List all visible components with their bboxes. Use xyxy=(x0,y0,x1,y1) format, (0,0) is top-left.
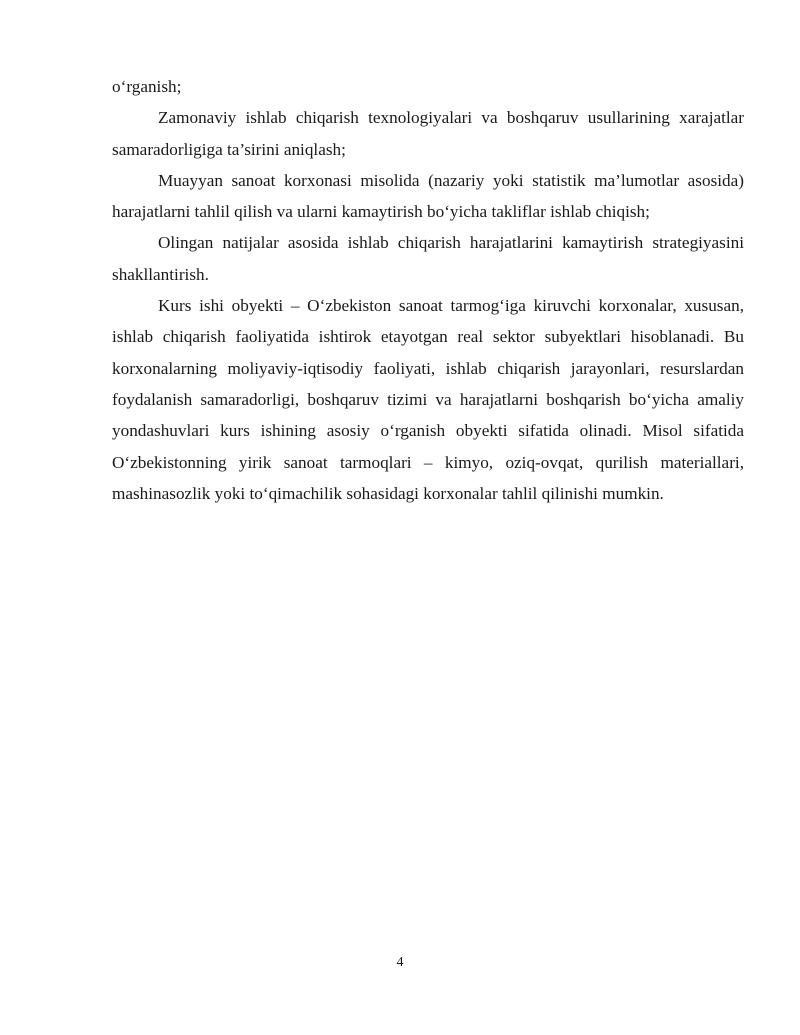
paragraph-cost-analysis: Muayyan sanoat korxonasi misolida (nazariy yoki statistik ma’lumotlar asosida) harajatlarni tahlil qilish va ularni kamaytirish bo‘yicha takliflar ishlab chiqish; xyxy=(112,170,744,222)
paragraph-research-object: Kurs ishi obyekti – O‘zbekiston sanoat tarmog‘iga kiruvchi korxonalar, xususan, ishlab chiqarish faoliyatida ishtirok etayotgan real sektor subyektlari hisoblanadi. Bu korxonalarning moliyaviy-iqtisodiy faoliyati, ishlab chiqarish jarayonlari, resurslardan foydalanish samaradorligi, boshqaruv tizimi va harajatlarni boshqarish bo‘yicha amaliy yondashuvlari kurs ishining asosiy o‘rganish obyekti sifatida olinadi. Misol sifatida O‘zbekistonning yirik sanoat tarmoqlari – kimyo, oziq-ovqat, qurilish materiallari, mashinasozlik yoki to‘qimachilik sohasidagi korxonalar tahlil qilinishi mumkin. xyxy=(112,296,744,503)
paragraph-technology-impact: Zamonaviy ishlab chiqarish texnologiyalari va boshqaruv usullarining xarajatlar samaradorligiga ta’sirini aniqlash; xyxy=(112,108,744,159)
body-text xyxy=(112,71,744,509)
page-number: 4 xyxy=(396,955,404,970)
paragraph-strategy: Olingan natijalar asosida ishlab chiqarish harajatlarini kamaytirish strategiyasini shakllantirish. xyxy=(112,233,744,284)
paragraph-continuation: o‘rganish; xyxy=(112,77,182,96)
